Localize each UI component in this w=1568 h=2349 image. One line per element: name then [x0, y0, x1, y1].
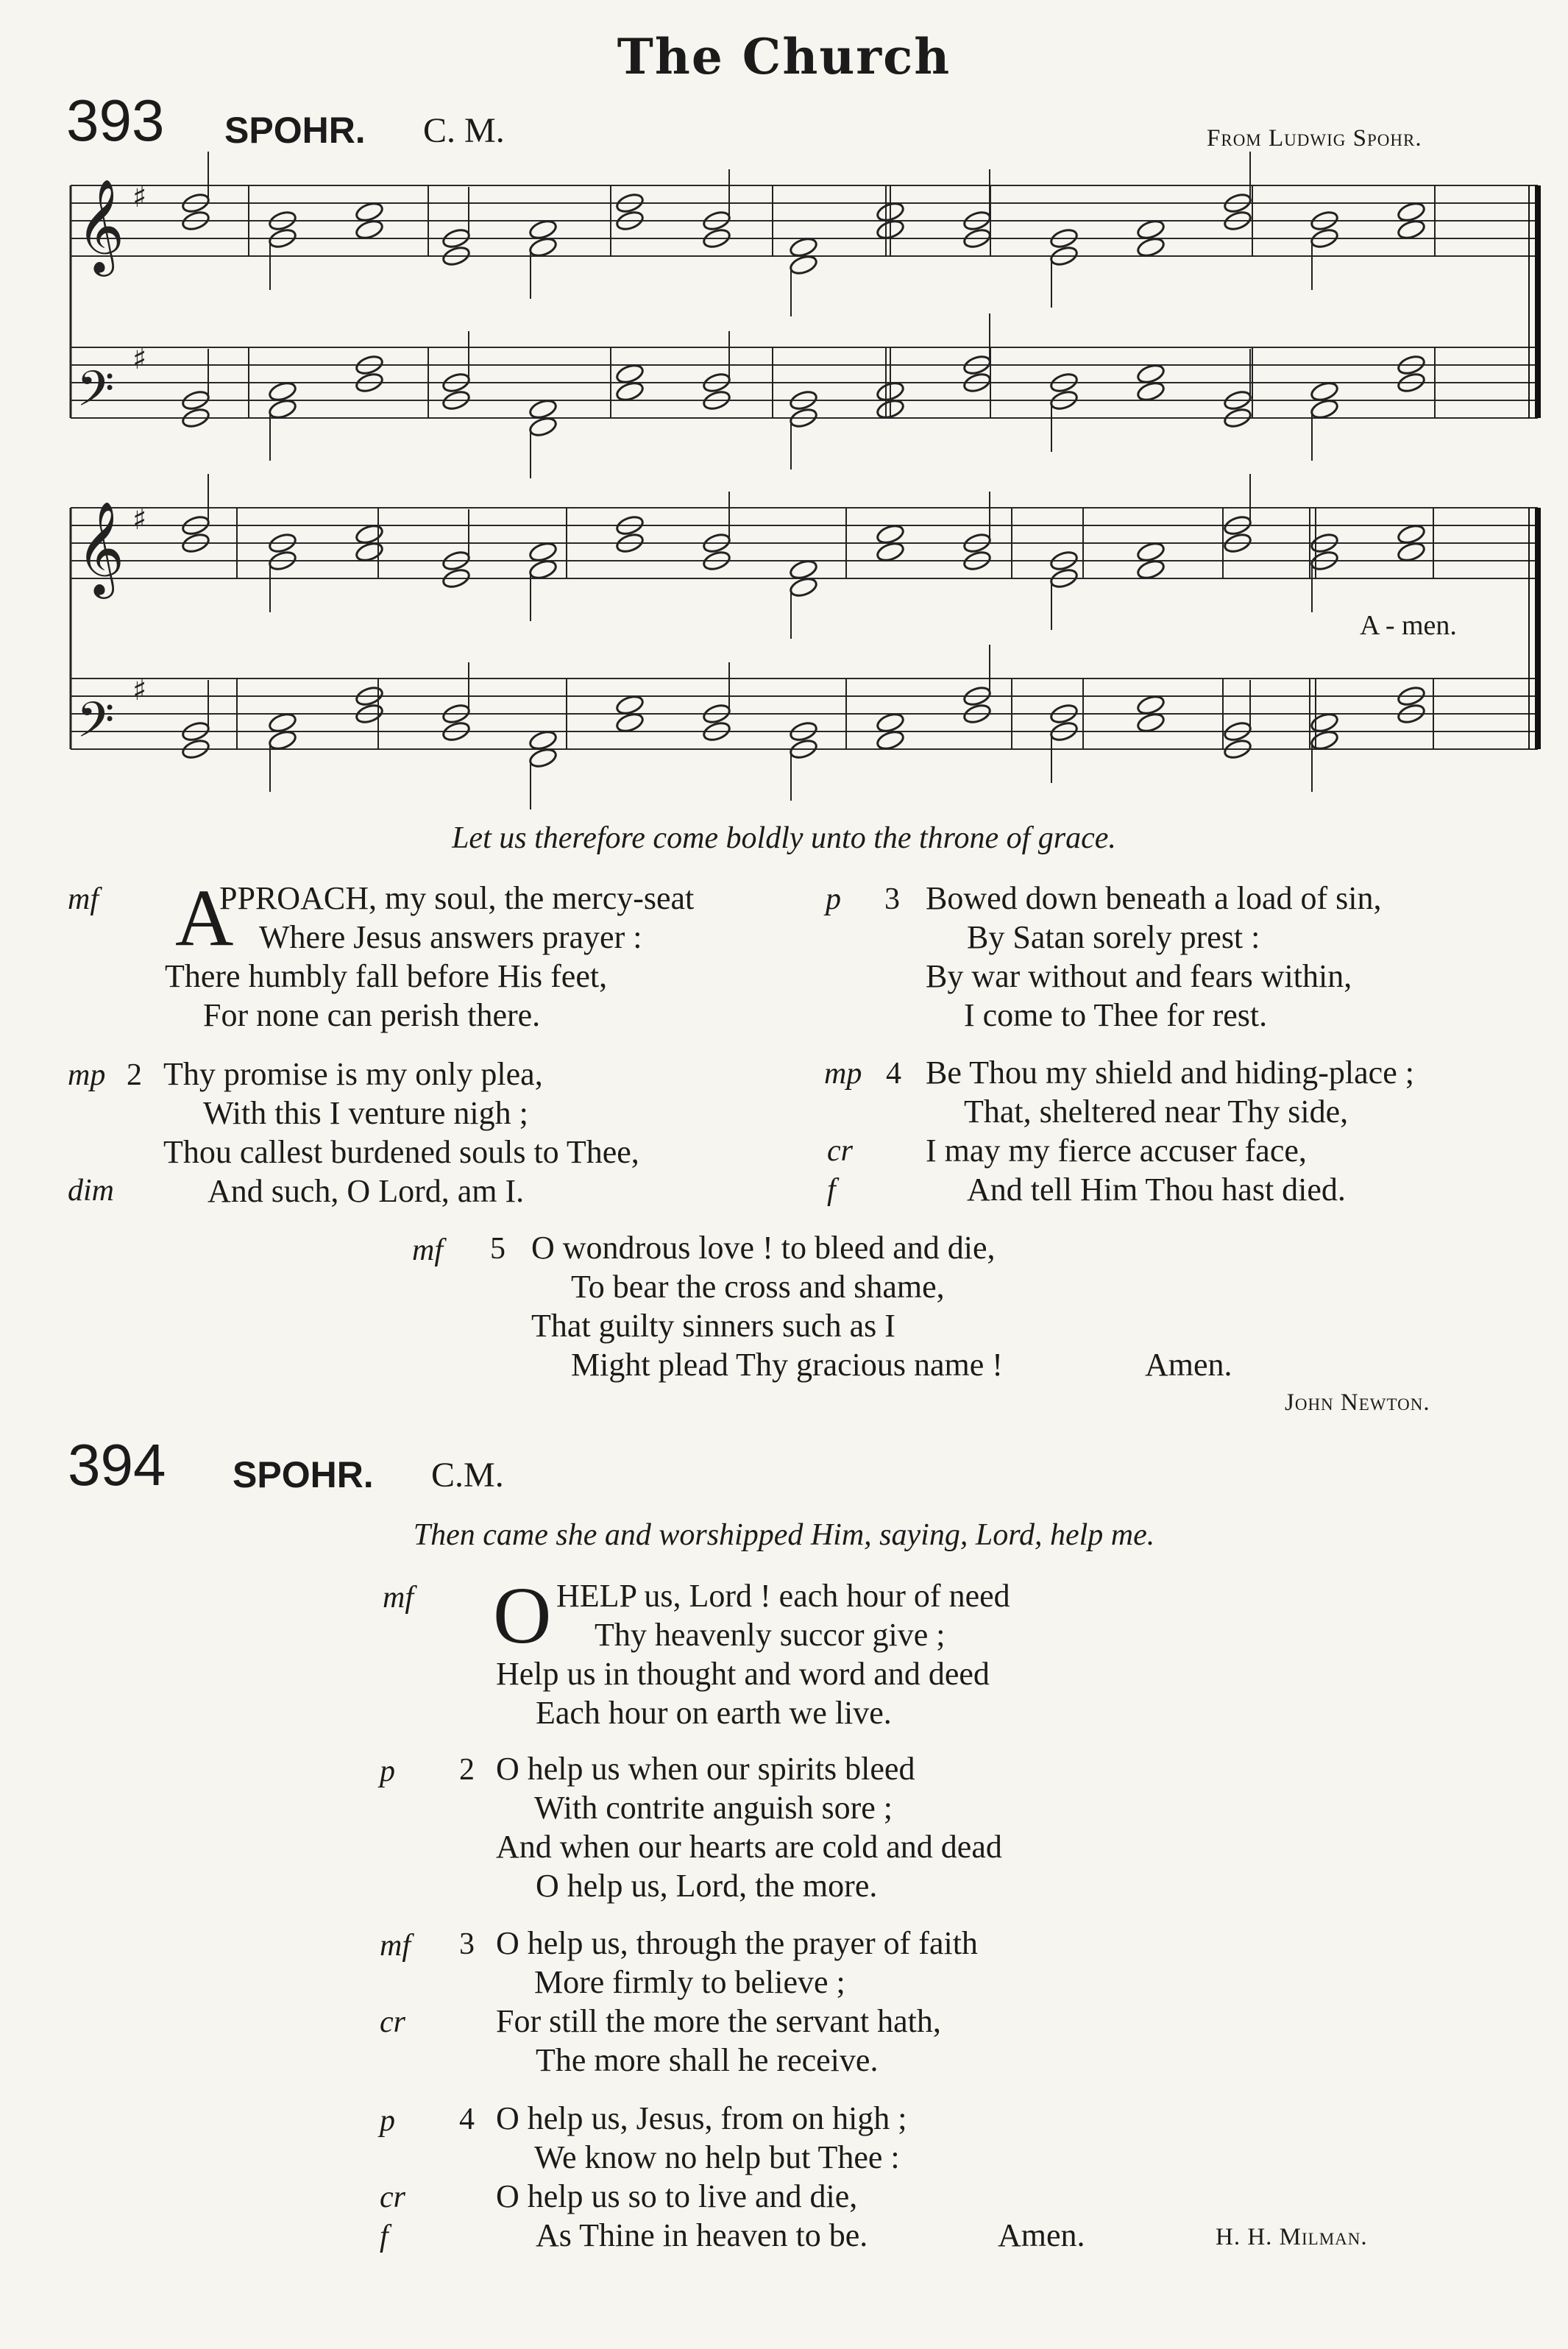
verse-line: PPROACH, my soul, the mercy-seat	[219, 880, 695, 916]
note-head	[1136, 380, 1166, 403]
note-head	[355, 540, 385, 563]
dynamic-marking: mf	[380, 1929, 411, 1963]
meter: C. M.	[423, 111, 505, 150]
dynamic-marking: cr	[380, 2180, 405, 2214]
note-head	[789, 235, 819, 258]
epigraph: Let us therefore come boldly unto the throne of grace.	[452, 821, 1116, 855]
note-head	[528, 235, 558, 258]
note-head	[355, 218, 385, 241]
drop-capital: O	[493, 1570, 552, 1660]
note-head	[355, 522, 385, 545]
amen-lyric: A - men.	[1360, 610, 1457, 641]
note-head	[1136, 235, 1166, 258]
amen-text: Amen.	[1145, 1347, 1232, 1383]
note-head	[1397, 540, 1427, 563]
note-head	[615, 362, 645, 385]
treble-clef: 𝄞	[77, 178, 125, 272]
dynamic-marking: mp	[68, 1058, 106, 1092]
note-head	[528, 558, 558, 581]
key-signature-sharp: ♯	[132, 673, 147, 707]
note-head	[1310, 380, 1340, 403]
note-head	[1397, 218, 1427, 241]
dynamic-marking: p	[380, 2104, 395, 2138]
dynamic-marking: cr	[380, 2005, 405, 2039]
verse-line: By war without and fears within,	[926, 958, 1352, 994]
verse-line: O help us so to live and die,	[496, 2178, 858, 2214]
verse-line: Thy promise is my only plea,	[163, 1056, 543, 1092]
dynamic-marking: f	[380, 2219, 389, 2253]
treble-clef: 𝄞	[77, 500, 125, 595]
bass-clef: 𝄢	[77, 692, 115, 760]
verse-number: 3	[884, 882, 900, 916]
tune-name: SPOHR.	[224, 110, 366, 151]
key-signature-sharp: ♯	[132, 341, 147, 376]
note-head	[528, 397, 558, 420]
bass-clef: 𝄢	[77, 361, 115, 429]
verse-line: That, sheltered near Thy side,	[964, 1094, 1349, 1130]
verse-line: Each hour on earth we live.	[536, 1695, 892, 1731]
verse-number: 2	[127, 1058, 142, 1092]
page-header: The Church	[617, 28, 951, 85]
key-signature-sharp: ♯	[132, 502, 147, 536]
verse-line: For still the more the servant hath,	[496, 2003, 941, 2039]
verse-number: 3	[459, 1927, 475, 1961]
verse-line: And such, O Lord, am I.	[207, 1173, 525, 1209]
note-head	[1136, 711, 1166, 734]
verse-line: Where Jesus answers prayer :	[259, 919, 642, 955]
verse-line: To bear the cross and shame,	[571, 1269, 945, 1305]
verse-line: With contrite anguish sore ;	[534, 1790, 893, 1826]
note-head	[615, 693, 645, 716]
dynamic-marking: f	[827, 1173, 836, 1207]
verse-line: Bowed down beneath a load of sin,	[926, 880, 1382, 916]
verse-line: By Satan sorely prest :	[967, 919, 1260, 955]
verse-line: O help us, Jesus, from on high ;	[496, 2100, 907, 2136]
verse-line: O help us, through the prayer of faith	[496, 1925, 978, 1961]
note-head	[1136, 362, 1166, 385]
note-head	[876, 729, 906, 751]
verse-line: That guilty sinners such as I	[531, 1308, 895, 1344]
note-head	[268, 380, 298, 403]
dynamic-marking: mf	[383, 1581, 414, 1615]
note-head	[268, 711, 298, 734]
verse-line: O wondrous love ! to bleed and die,	[531, 1230, 996, 1266]
note-head	[1397, 522, 1427, 545]
verse-number: 4	[459, 2102, 475, 2136]
note-head	[876, 711, 906, 734]
verse-line: HELP us, Lord ! each hour of need	[556, 1578, 1010, 1614]
dynamic-marking: p	[380, 1754, 395, 1788]
verse-line: Help us in thought and word and deed	[496, 1656, 990, 1692]
verse-line: There humbly fall before His feet,	[165, 958, 608, 994]
verse-line: With this I venture nigh ;	[203, 1095, 528, 1131]
note-head	[528, 746, 558, 769]
verse-line: O help us, Lord, the more.	[536, 1868, 878, 1904]
dynamic-marking: cr	[827, 1134, 853, 1168]
note-head	[876, 522, 906, 545]
note-head	[1136, 558, 1166, 581]
note-head	[528, 729, 558, 751]
verse-number: 4	[886, 1057, 901, 1091]
verse-line: Might plead Thy gracious name !	[571, 1347, 1003, 1383]
note-head	[1310, 397, 1340, 420]
note-head	[528, 540, 558, 563]
note-head	[615, 380, 645, 403]
key-signature-sharp: ♯	[132, 180, 147, 214]
note-head	[1136, 218, 1166, 241]
author-credit: John Newton.	[1285, 1389, 1430, 1416]
note-head	[528, 218, 558, 241]
verse-line: O help us when our spirits bleed	[496, 1751, 915, 1787]
verse-line: More firmly to believe ;	[534, 1964, 845, 2000]
verse-line: And when our hearts are cold and dead	[496, 1829, 1002, 1865]
dynamic-marking: p	[826, 882, 841, 916]
verse-line: We know no help but Thee :	[534, 2139, 900, 2175]
dynamic-marking: dim	[68, 1174, 114, 1208]
note-head	[1136, 693, 1166, 716]
epigraph: Then came she and worshipped Him, saying, Lord, help me.	[413, 1518, 1155, 1552]
author-credit: H. H. Milman.	[1216, 2224, 1368, 2250]
verse-number: 2	[459, 1753, 475, 1787]
meter: C.M.	[431, 1456, 504, 1495]
tune-name: SPOHR.	[233, 1454, 374, 1495]
note-head	[876, 540, 906, 563]
verse-line: I come to Thee for rest.	[964, 997, 1268, 1033]
verse-line: For none can perish there.	[203, 997, 541, 1033]
note-head	[268, 729, 298, 751]
hymn-number: 393	[66, 88, 165, 153]
music-score	[0, 0, 1568, 809]
note-head	[1310, 729, 1340, 751]
dynamic-marking: mp	[824, 1057, 862, 1091]
verse-line: Thou callest burdened souls to Thee,	[163, 1134, 639, 1170]
note-head	[1397, 200, 1427, 223]
dynamic-marking: mf	[68, 882, 99, 916]
verse-line: I may my fierce accuser face,	[926, 1133, 1307, 1169]
hymn-number: 394	[68, 1432, 166, 1498]
amen-text: Amen.	[998, 2217, 1085, 2253]
drop-capital: A	[175, 873, 234, 963]
verse-line: And tell Him Thou hast died.	[967, 1172, 1346, 1208]
verse-line: Be Thou my shield and hiding-place ;	[926, 1055, 1414, 1091]
note-head	[1310, 711, 1340, 734]
note-head	[789, 558, 819, 581]
dynamic-marking: mf	[412, 1233, 443, 1267]
verse-number: 5	[490, 1232, 505, 1266]
note-head	[268, 397, 298, 420]
note-head	[789, 575, 819, 598]
note-head	[355, 200, 385, 223]
verse-line: The more shall he receive.	[536, 2042, 879, 2078]
note-head	[528, 415, 558, 438]
verse-line: Thy heavenly succor give ;	[595, 1617, 946, 1653]
note-head	[1136, 540, 1166, 563]
note-head	[789, 253, 819, 276]
composer-credit: From Ludwig Spohr.	[1207, 125, 1422, 152]
verse-line: As Thine in heaven to be.	[536, 2217, 868, 2253]
note-head	[615, 711, 645, 734]
